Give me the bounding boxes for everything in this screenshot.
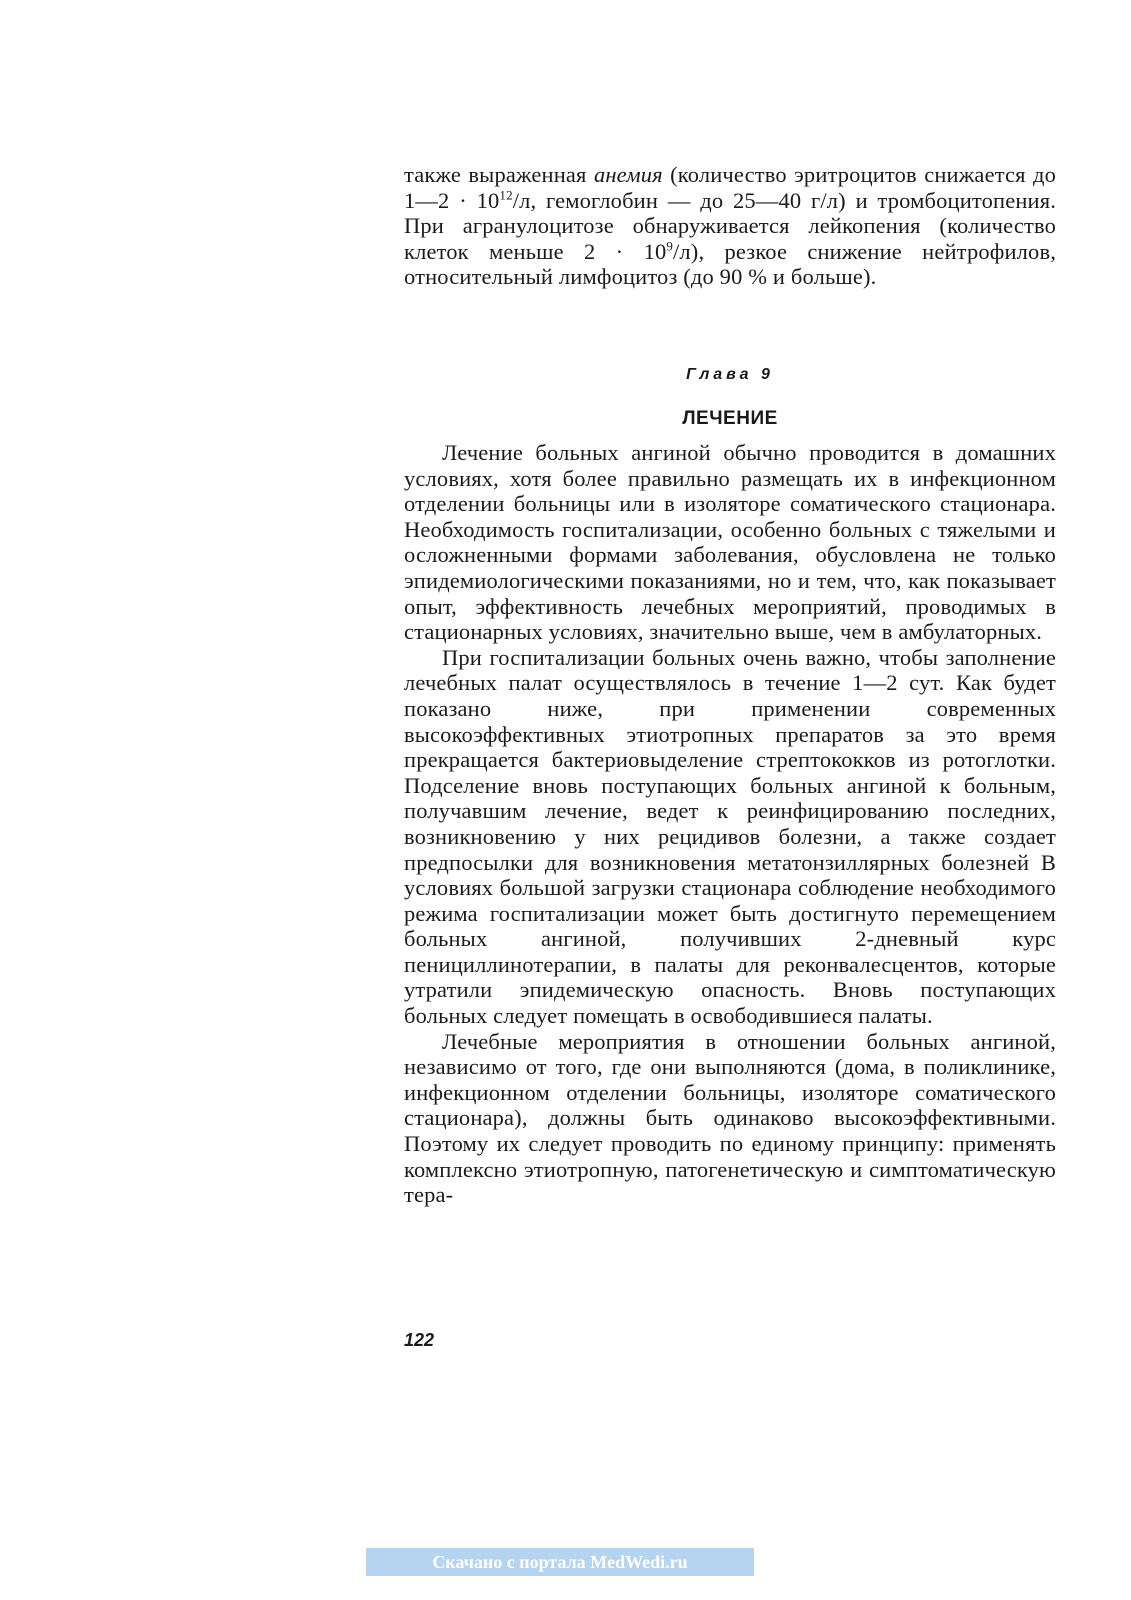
text-run: также выраженная xyxy=(404,162,594,187)
superscript: 9 xyxy=(666,238,674,254)
paragraph: Лечение больных ангиной обычно проводится в домашних условиях, хотя более правильно размещать их в инфекционном отделении больницы или в изоляторе соматического стационара. Необходимость госпитализации, особенно больных с тяжелыми и осложненными формами заболевания, обусловлена не только эпидемиологическими показаниями, но и тем, что, как показывает опыт, эффективность лечебных мероприятий, проводимых в стационарных условиях, значительно выше, чем в амбулаторных. xyxy=(404,440,1056,645)
chapter-body xyxy=(404,440,1056,1208)
chapter-title: ЛЕЧЕНИЕ xyxy=(682,408,778,429)
text-run: /л, гемоглобин — до 25—40 г/л) и тромбоцитопения. При агранулоцитозе обнаруживается лейкопения (количество клеток меньше 2 · 10 xyxy=(404,187,1056,264)
continued-paragraph xyxy=(404,162,1056,290)
text-run: (количество эритроцитов снижается до 1—2 · 10 xyxy=(404,162,1056,213)
paragraph: При госпитализации больных очень важно, чтобы заполнение лечебных палат осуществлялось в течение 1—2 сут. Как будет показано ниже, при применении современных высокоэффективных этиотропных препаратов за это время прекращается бактериовыделение стрептококков из ротоглотки. Подселение вновь поступающих больных ангиной к больным, получавшим лечение, ведет к реинфицированию последних, возникновению у них рецидивов болезни, а также создает предпосылки для возникновения метатонзиллярных болезней В условиях большой загрузки стационара соблюдение необходимого режима госпитализации может быть достигнуто перемещением больных ангиной, получивших 2-дневный курс пенициллинотерапии, в палаты для реконвалесцентов, которые утратили эпидемическую опасность. Вновь поступающих больных следует помещать в освободившиеся палаты. xyxy=(404,644,1056,1029)
paragraph-continued xyxy=(404,162,1056,290)
page-number: 122 xyxy=(404,1330,435,1350)
superscript: 12 xyxy=(499,187,513,203)
paragraph: Лечебные мероприятия в отношении больных ангиной, независимо от того, где они выполняются (дома, в поликлинике, инфекционном отделении больницы, изоляторе соматического стационара), должны быть одинаково высокоэффективными. Поэтому их следует проводить по единому принципу: применять комплексно этиотропную, патогенетическую и симптоматическую тера- xyxy=(404,1028,1056,1208)
italic-term: анемия xyxy=(593,162,663,187)
watermark-banner: Скачано с портала MedWedi.ru xyxy=(366,1548,754,1576)
text-run: /л), резкое снижение нейтрофилов, относительный лимфоцитоз (до 90 % и больше). xyxy=(404,238,1056,290)
chapter-label: Глава 9 xyxy=(686,366,774,383)
